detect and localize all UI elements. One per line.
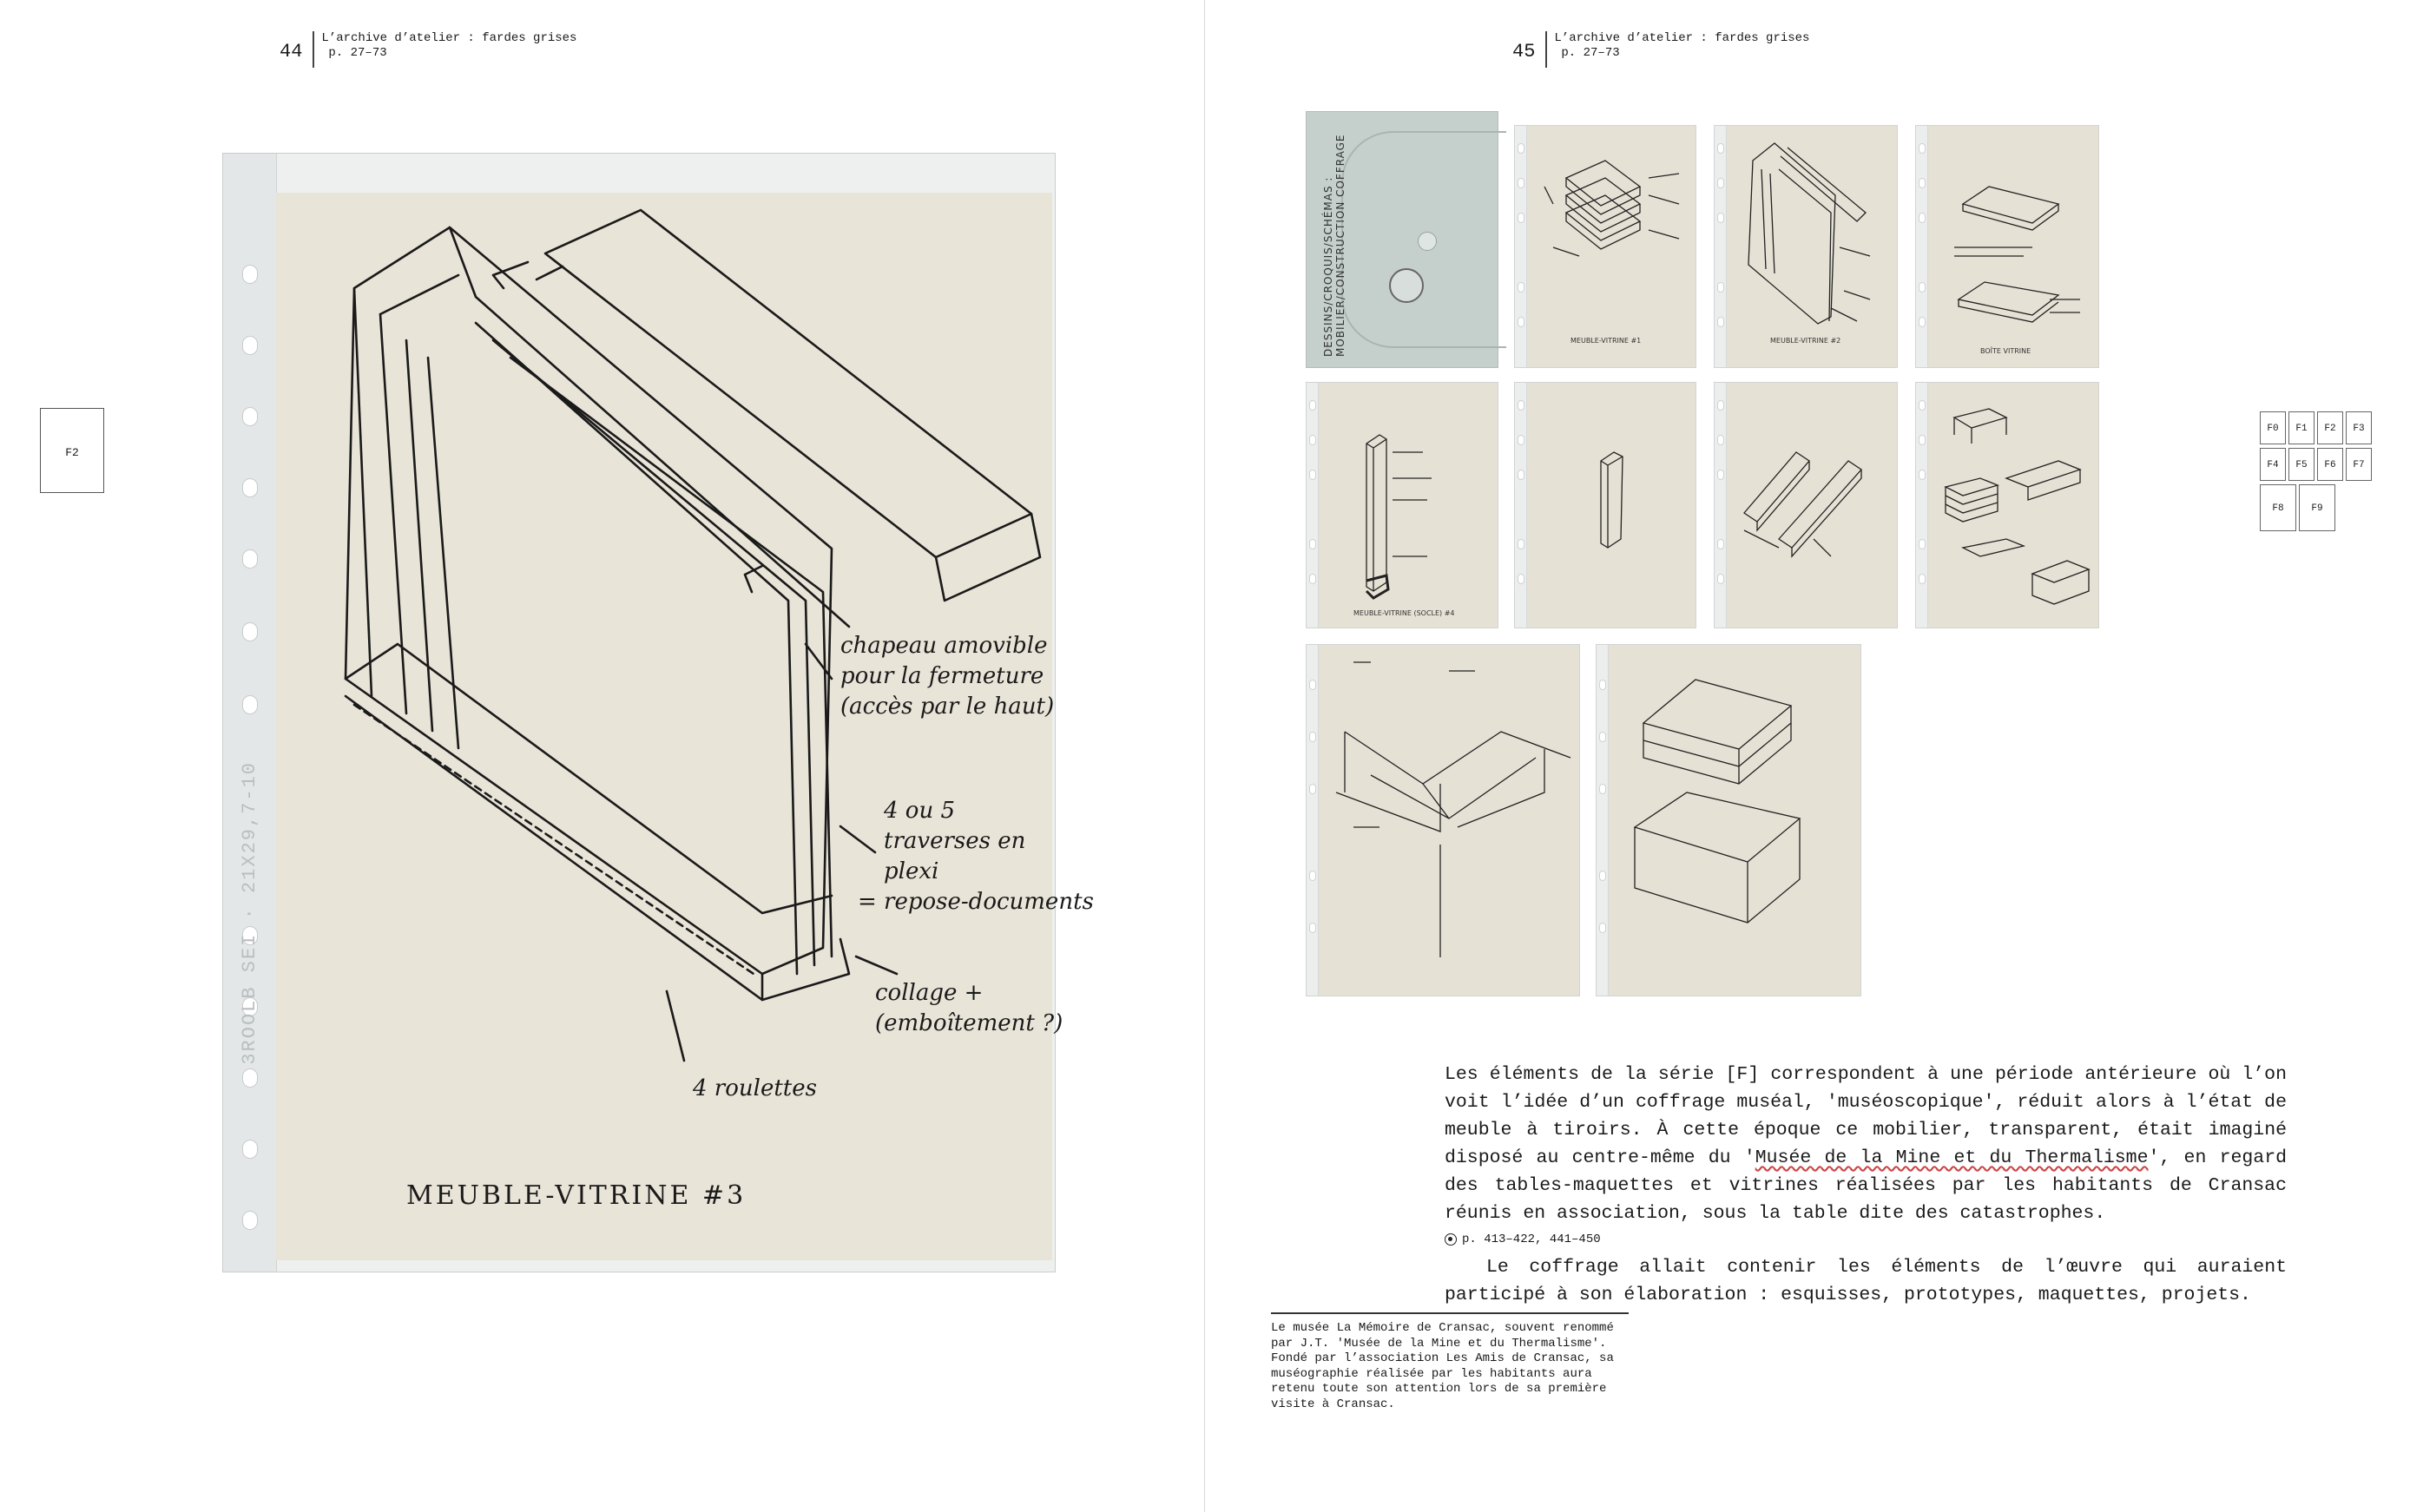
right-page-number: 45 [1512, 41, 1536, 62]
folio-divider [1545, 31, 1547, 68]
paragraph-1 [1445, 1061, 2287, 1227]
sheet-f2-caption: MEUBLE-VITRINE #2 [1770, 337, 1841, 345]
nav-cell-f0[interactable]: F0 [2260, 411, 2286, 444]
note-top-line3: (accès par le haut) [840, 694, 1055, 720]
nav-cell-f8[interactable]: F8 [2260, 484, 2296, 531]
note-bottom-line1: collage + [875, 980, 984, 1006]
sheet-f1[interactable] [1514, 125, 1696, 368]
sheet-f5[interactable] [1514, 382, 1696, 628]
nav-cell-f5[interactable]: F5 [2288, 448, 2315, 481]
nav-cell-f6[interactable]: F6 [2317, 448, 2343, 481]
footnote-rule [1271, 1312, 1629, 1314]
sheet-f3[interactable] [1915, 125, 2099, 368]
right-running-title: L’archive d’atelier : fardes grises [1554, 31, 1810, 45]
paragraph-1-start: Les éléments de la série [F] correspondent à une période antérieure où l’on voit l’idée d’un coffrage muséal, 'muséoscopique', réduit alors à l’état de meuble à tiroirs. À cette époque ce mobilier, transparent, était imaginé disposé au centre-même du ' [1445, 1064, 2287, 1168]
sheet-f4[interactable] [1306, 382, 1498, 628]
left-running-head [321, 31, 576, 61]
note-mid-line1: 4 ou 5 [884, 798, 956, 824]
target-icon [1445, 1233, 1457, 1246]
sheet-f4-caption: MEUBLE-VITRINE (SOCLE) #4 [1353, 609, 1455, 617]
footnote: Le musée La Mémoire de Cransac, souvent renommé par J.T. 'Musée de la Mine et du Thermalisme'. Fondé par l’association Les Amis de Cransac, sa muséographie réalisée par les habitants aura retenu toute son attention lors de sa première visite à Cransac. [1271, 1321, 1614, 1411]
folder-snap [1418, 232, 1437, 251]
sleeve-stamp: 3ROOLB SEI · 21X29,7-10 [239, 761, 260, 1065]
right-folio [1512, 31, 1809, 68]
nav-cell-f1[interactable]: F1 [2288, 411, 2315, 444]
left-running-title: L’archive d’atelier : fardes grises [321, 31, 577, 45]
sheet-f6[interactable] [1714, 382, 1898, 628]
punch-hole [242, 622, 258, 641]
sheet-f1-caption: MEUBLE-VITRINE #1 [1570, 337, 1642, 345]
note-mid-line4: = repose-documents [858, 889, 1094, 915]
punch-hole [242, 478, 258, 497]
left-page-number: 44 [280, 41, 303, 62]
sheet-f7[interactable] [1915, 382, 2099, 628]
nav-cell-f4[interactable]: F4 [2260, 448, 2286, 481]
main-text [1445, 1061, 2287, 1309]
note-bottom-line2: (emboîtement ?) [875, 1010, 1063, 1036]
punch-hole [242, 1211, 258, 1230]
note-wheels: 4 roulettes [693, 1075, 817, 1101]
drawing-title: MEUBLE-VITRINE #3 [406, 1180, 747, 1211]
note-top-line2: pour la fermeture [840, 663, 1044, 689]
nav-cell-f3[interactable]: F3 [2346, 411, 2372, 444]
punch-hole [242, 407, 258, 426]
folder-seal [1389, 268, 1424, 303]
right-running-head [1554, 31, 1809, 61]
paragraph-2: Le coffrage allait contenir les éléments de l’œuvre qui auraient participé à son élaboration : esquisses, prototypes, maquettes, projets. [1445, 1257, 2287, 1305]
punch-hole [242, 1140, 258, 1159]
sheet-f8[interactable] [1306, 644, 1580, 996]
note-top-line1: chapeau amovible [840, 633, 1048, 659]
left-folio [280, 31, 576, 68]
note-mid-line2: traverses en [884, 828, 1026, 854]
punch-hole [242, 549, 258, 569]
grey-folder-f0[interactable] [1306, 111, 1498, 368]
nav-cell-f2[interactable]: F2 [2317, 411, 2343, 444]
nav-cell-f9[interactable]: F9 [2299, 484, 2335, 531]
left-page-range: p. 27–73 [328, 46, 387, 60]
drawing-meuble-vitrine-3 [276, 193, 1094, 1260]
sheet-f2[interactable] [1714, 125, 1898, 368]
punch-hole [242, 265, 258, 284]
right-page-range: p. 27–73 [1561, 46, 1620, 60]
figure-tag-f2[interactable]: F2 [40, 408, 104, 493]
nav-cell-f7[interactable]: F7 [2346, 448, 2372, 481]
note-mid-line3: plexi [884, 858, 939, 884]
sheet-f9[interactable] [1596, 644, 1861, 996]
page-reference-text: p. 413–422, 441–450 [1462, 1233, 1601, 1246]
museum-link[interactable]: Musée de la Mine et du Thermalisme [1755, 1147, 2149, 1168]
punch-hole [242, 336, 258, 355]
punch-hole [242, 695, 258, 714]
paragraph-1-end: ', en regard des tables-maquettes et vitrines réalisées par les habitants de Cransac réunis en association, sous la table dite des catastrophes. [1445, 1147, 2288, 1224]
folio-divider [313, 31, 314, 68]
punch-hole [242, 1068, 258, 1088]
sleeve-binding-strip [223, 154, 277, 1272]
folder-title: DESSINS/CROQUIS/SCHÉMAS : MOBILIER/CONSTRUCTION COFFRAGE [1322, 134, 1347, 357]
sheet-f3-caption: BOÎTE VITRINE [1980, 347, 2031, 355]
page-reference[interactable] [1445, 1229, 2287, 1250]
